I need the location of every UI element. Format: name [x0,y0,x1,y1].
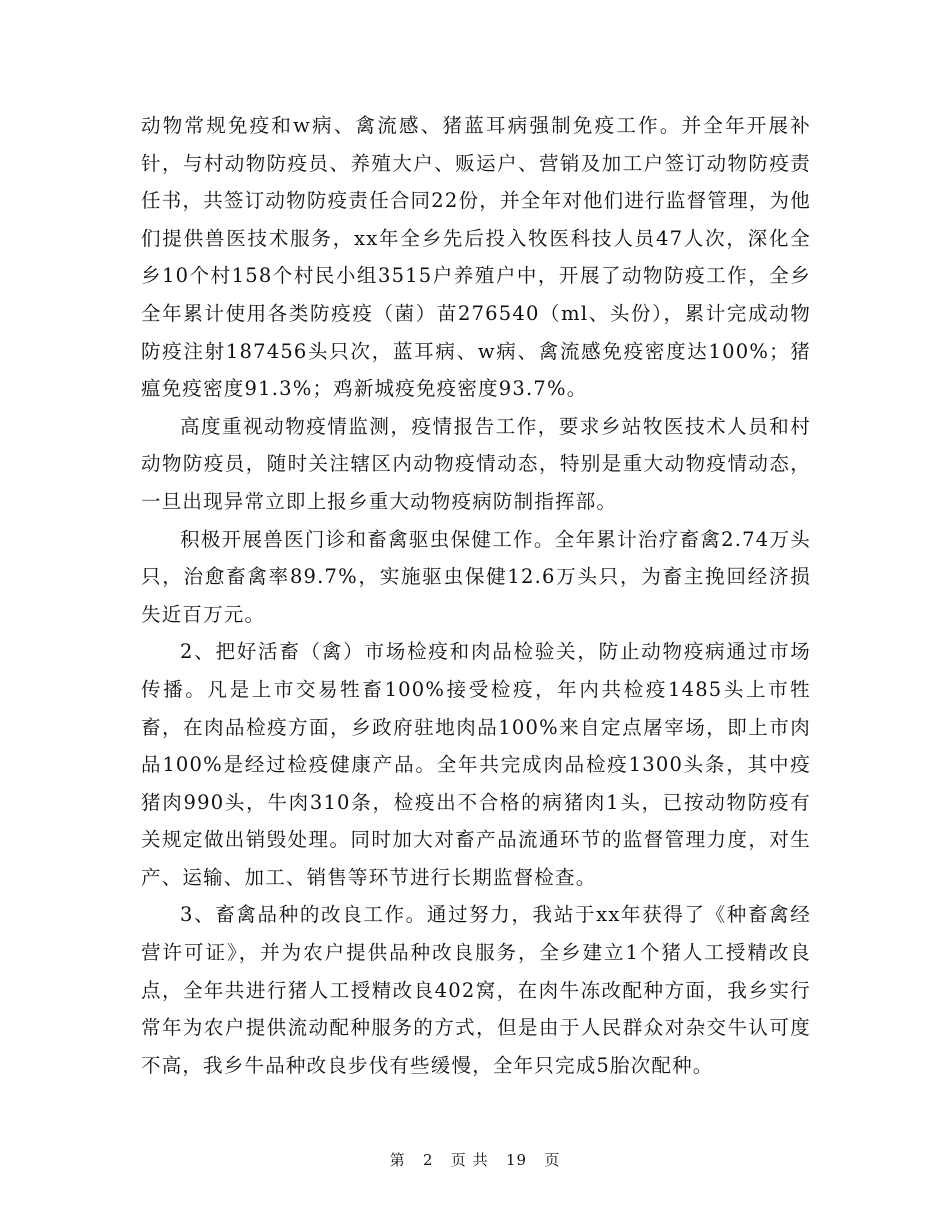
page-footer [0,1150,950,1170]
footer-total-pages: 19 [505,1151,528,1169]
footer-middle: 页 共 [450,1151,489,1169]
footer-suffix: 页 [544,1151,561,1169]
paragraph-veterinary-clinic: 积极开展兽医门诊和畜禽驱虫保健工作。全年累计治疗畜禽2.74万头只，治愈畜禽率89.7%，实施驱虫保健12.6万头只，为畜主挽回经济损失近百万元。 [141,527,811,626]
body-text [141,107,811,1084]
paragraph-breed-improvement: 3、畜禽品种的改良工作。通过努力，我站于xx年获得了《种畜禽经营许可证》，并为农户提供品种改良服务，全乡建立1个猪人工授精改良点，全年共进行猪人工授精改良402窝，在肉牛冻改配种方面，我乡实行常年为农户提供流动配种服务的方式，但是由于人民群众对杂交牛认可度不高，我乡牛品种改良步伐有些缓慢，全年只完成5胎次配种。 [141,903,811,1077]
footer-prefix: 第 [389,1151,406,1169]
paragraph-continued: 动物常规免疫和w病、禽流感、猪蓝耳病强制免疫工作。并全年开展补针，与村动物防疫员、养殖大户、贩运户、营销及加工户签订动物防疫责任书，共签订动物防疫责任合同22份，并全年对他们进行监督管理，为他们提供兽医技术服务，xx年全乡先后投入牧医科技人员47人次，深化全乡10个村158个村民小组3515户养殖户中，开展了动物防疫工作，全乡全年累计使用各类防疫疫（菌）苗276540（ml、头份），累计完成动物防疫注射187456头只次，蓝耳病、w病、禽流感免疫密度达100%；猪瘟免疫密度91.3%；鸡新城疫免疫密度93.7%。 [141,114,811,401]
footer-current-page: 2 [422,1151,434,1169]
paragraph-epidemic-monitoring: 高度重视动物疫情监测，疫情报告工作，要求乡站牧医技术人员和村动物防疫员，随时关注辖区内动物疫情动态，特别是重大动物疫情动态，一旦出现异常立即上报乡重大动物疫病防制指挥部。 [141,414,811,513]
paragraph-market-quarantine: 2、把好活畜（禽）市场检疫和肉品检验关，防止动物疫病通过市场传播。凡是上市交易牲畜100%接受检疫，年内共检疫1485头上市牲畜，在肉品检疫方面，乡政府驻地肉品100%来自定点屠宰场，即上市肉品100%是经过检疫健康产品。全年共完成肉品检疫1300头条，其中疫猪肉990头，牛肉310条，检疫出不合格的病猪肉1头，已按动物防疫有关规定做出销毁处理。同时加大对畜产品流通环节的监督管理力度，对生产、运输、加工、销售等环节进行长期监督检查。 [141,640,811,889]
